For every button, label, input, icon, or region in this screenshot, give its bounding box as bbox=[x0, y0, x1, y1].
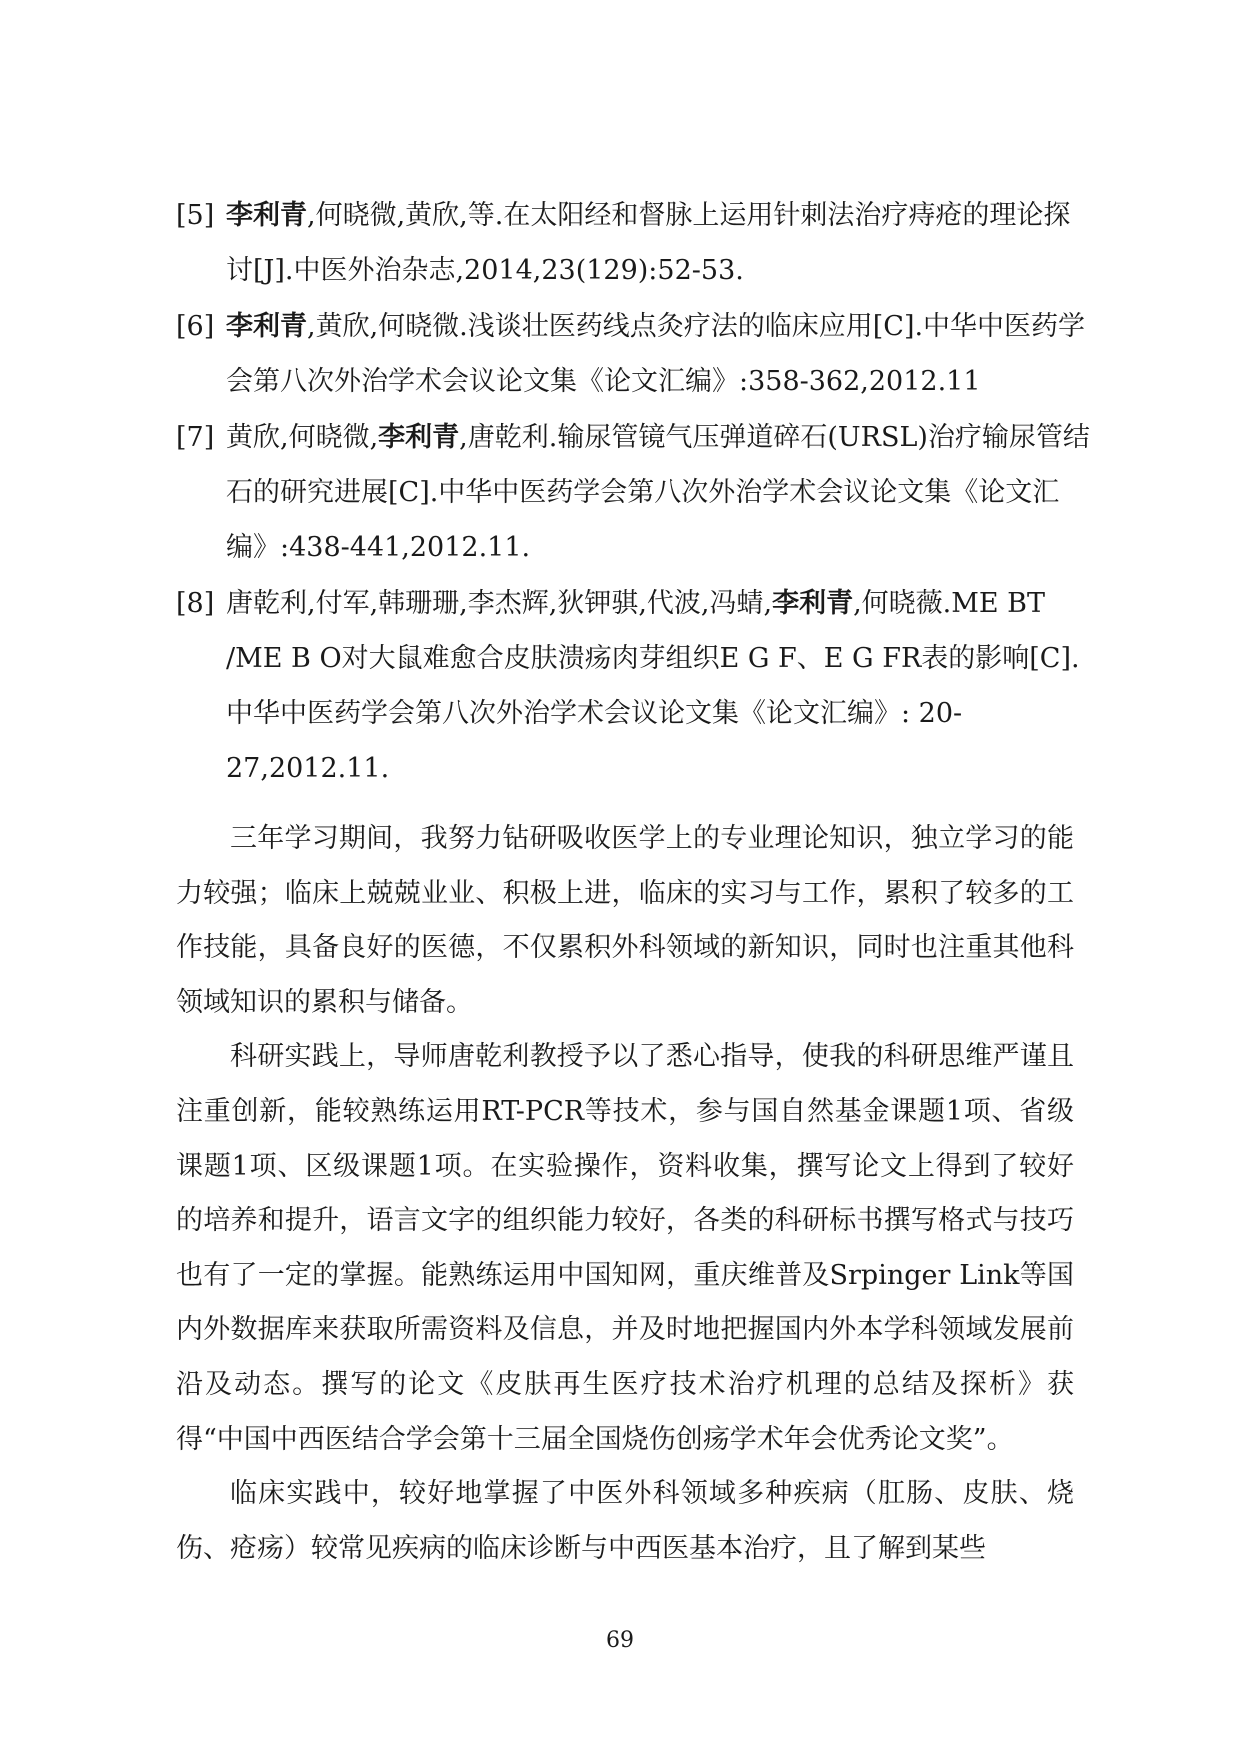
page-number: 69 bbox=[606, 1628, 634, 1653]
reference-number: [7] bbox=[176, 422, 215, 453]
reference-number: [5] bbox=[176, 200, 215, 231]
reference-text-post: ,何晓微,黄欣,等.在太阳经和督脉上运用针刺法治疗痔疮的理论探讨[J].中医外治杂志,2014,23(129):52-53. bbox=[226, 200, 1071, 286]
author-highlight: 李利青 bbox=[378, 422, 460, 453]
paragraph-study: 三年学习期间，我努力钻研吸收医学上的专业理论知识，独立学习的能力较强；临床上兢兢业业、积极上进，临床的实习与工作，累积了较多的工作技能，具备良好的医德，不仅累积外科领域的新知识，同时也注重其他科领域知识的累积与储备。 bbox=[176, 823, 1074, 1018]
paragraph-research: 科研实践上，导师唐乾利教授予以了悉心指导，使我的科研思维严谨且注重创新，能较熟练运用RT-PCR等技术，参与国自然基金课题1项、省级课题1项、区级课题1项。在实验操作，资料收集，撰写论文上得到了较好的培养和提升，语言文字的组织能力较好，各类的科研标书撰写格式与技巧也有了一定的掌握。能熟练运用中国知网，重庆维普及Srpinger Link等国内外数据库来获取所需资料及信息，并及时地把握国内外本学科领域发展前沿及动态。撰写的论文《皮肤再生医疗技术治疗机理的总结及探析》获得“中国中西医结合学会第十三届全国烧伤创疡学术年会优秀论文奖”。 bbox=[176, 1041, 1074, 1455]
body-text bbox=[176, 812, 1074, 1576]
reference-number: [8] bbox=[176, 588, 215, 619]
reference-text-pre: 黄欣,何晓微, bbox=[226, 422, 379, 453]
reference-text-post: ,何晓薇.ME BT /ME B O对大鼠难愈合皮肤溃疡肉芽组织E G F、E G FR表的影响[C].中华中医药学会第八次外治学术会议论文集《论文汇编》: 20-27,2012.11. bbox=[226, 588, 1080, 784]
paragraph-clinical: 临床实践中，较好地掌握了中医外科领域多种疾病（肛肠、皮肤、烧伤、疮疡）较常见疾病的临床诊断与中西医基本治疗，且了解到某些 bbox=[176, 1478, 1074, 1564]
reference-number: [6] bbox=[176, 311, 215, 342]
author-highlight: 李利青 bbox=[772, 588, 854, 619]
reference-item bbox=[176, 299, 1092, 409]
reference-item bbox=[176, 576, 1092, 796]
reference-text-pre: 唐乾利,付军,韩珊珊,李杰辉,狄钾骐,代波,冯蜻, bbox=[226, 588, 773, 619]
reference-item bbox=[176, 188, 1092, 298]
reference-text-post: ,唐乾利.输尿管镜气压弹道碎石(URSL)治疗输尿管结石的研究进展[C].中华中医药学会第八次外治学术会议论文集《论文汇编》:438-441,2012.11. bbox=[226, 422, 1090, 563]
reference-list bbox=[176, 188, 1092, 797]
reference-text-post: ,黄欣,何晓微.浅谈壮医药线点灸疗法的临床应用[C].中华中医药学会第八次外治学术会议论文集《论文汇编》:358-362,2012.11 bbox=[226, 311, 1086, 397]
author-highlight: 李利青 bbox=[226, 200, 307, 231]
author-highlight: 李利青 bbox=[226, 311, 307, 342]
reference-item bbox=[176, 410, 1092, 575]
